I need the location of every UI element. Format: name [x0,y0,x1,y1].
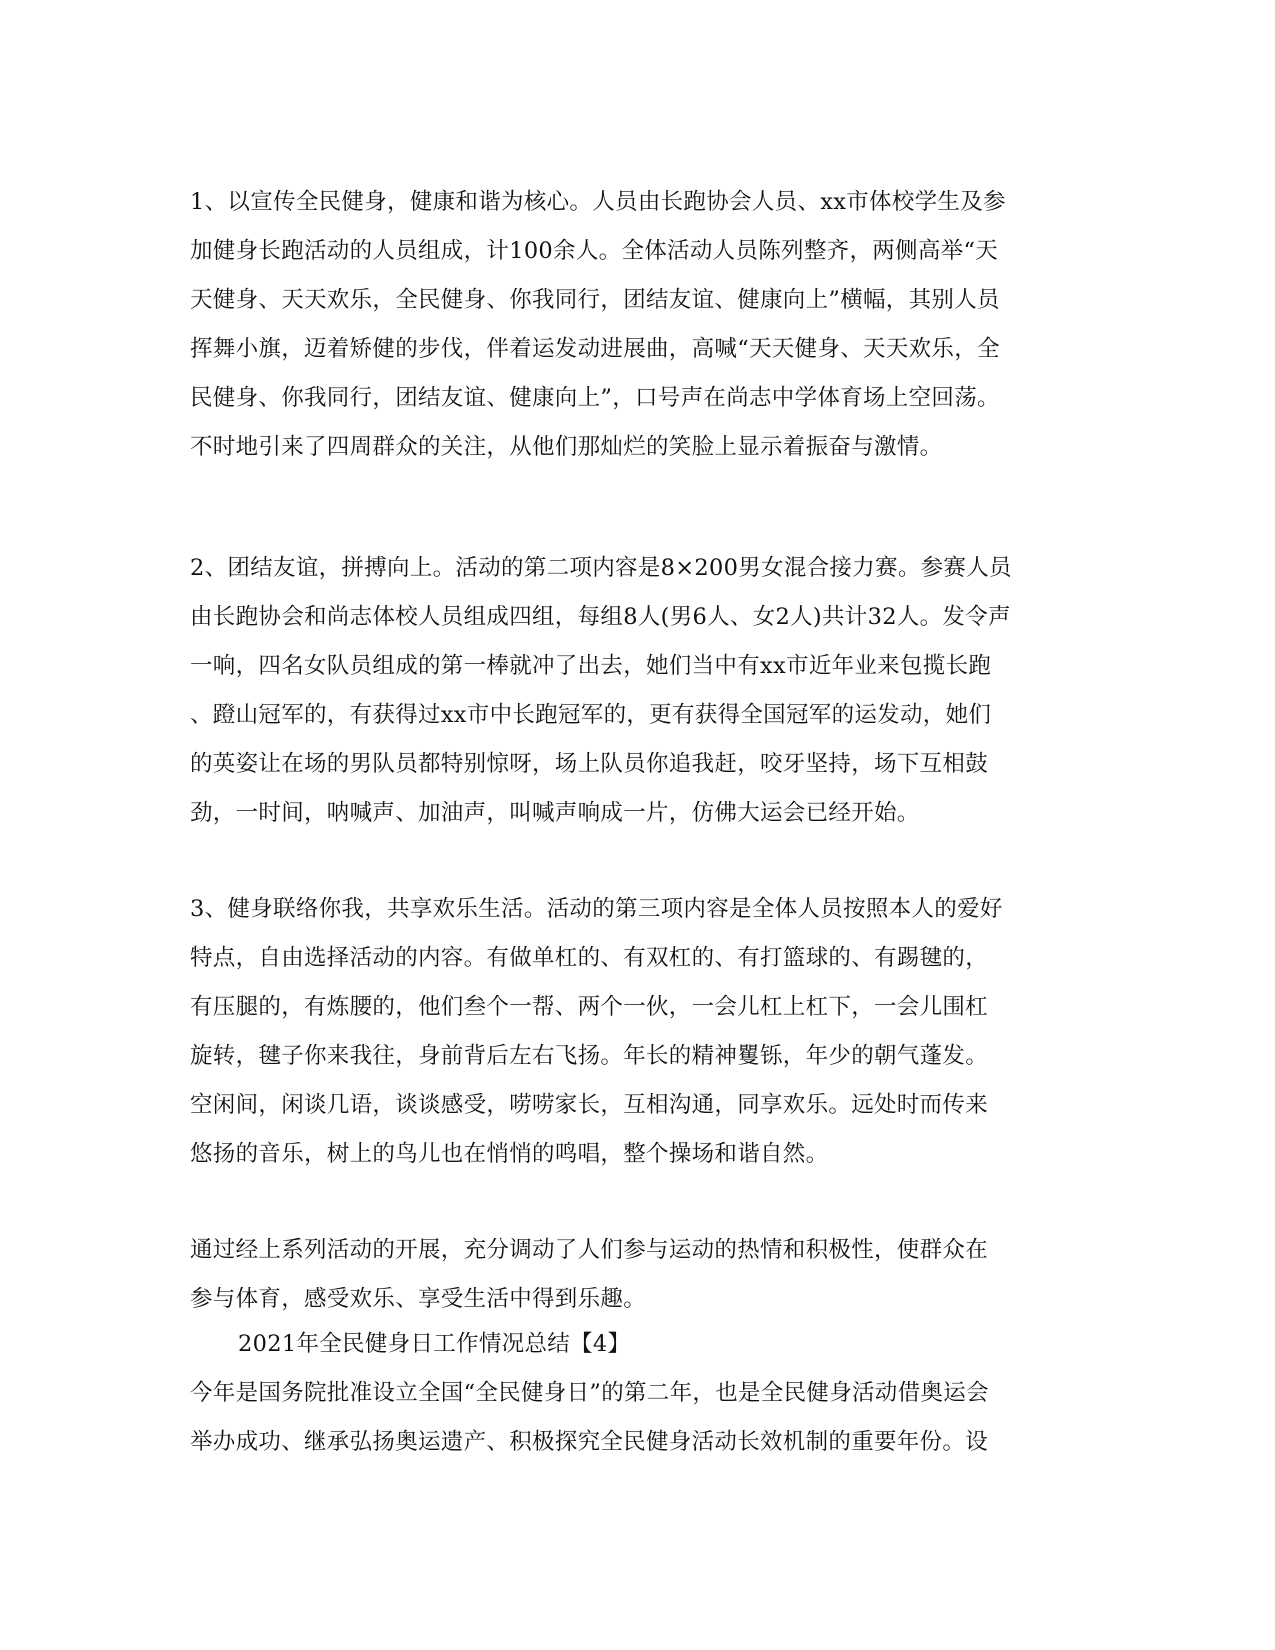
paragraph-line: 特点，自由选择活动的内容。有做单杠的、有双杠的、有打篮球的、有踢毽的， [190,945,989,971]
paragraph-line: 3、健身联络你我，共享欢乐生活。活动的第三项内容是全体人员按照本人的爱好 [190,896,1003,922]
paragraph-1 [190,178,1090,472]
paragraph-line: 由长跑协会和尚志体校人员组成四组，每组8人(男6人、女2人)共计32人。发令声 [190,604,1011,630]
paragraph-line: 的英姿让在场的男队员都特别惊呀，场上队员你追我赶，咬牙坚持，场下互相鼓 [190,751,989,777]
paragraph-line: 、蹬山冠军的，有获得过xx市中长跑冠军的，更有获得全国冠军的运发动，她们 [190,702,992,728]
paragraph-line: 天健身、天天欢乐，全民健身、你我同行，团结友谊、健康向上”横幅，其别人员 [190,287,1000,313]
paragraph-line: 劲，一时间，呐喊声、加油声，叫喊声响成一片，仿佛大运会已经开始。 [190,800,920,826]
paragraph-4 [190,1226,1090,1324]
paragraph-line: 今年是国务院批准设立全国“全民健身日”的第二年，也是全民健身活动借奥运会 [190,1380,989,1406]
paragraph-line: 举办成功、继承弘扬奥运遗产、积极探究全民健身活动长效机制的重要年份。设 [190,1429,989,1455]
paragraph-line: 悠扬的音乐，树上的鸟儿也在悄悄的鸣唱，整个操场和谐自然。 [190,1141,829,1167]
paragraph-line: 参与体育，感受欢乐、享受生活中得到乐趣。 [190,1286,647,1312]
section-heading-text: 2021年全民健身日工作情况总结【4】 [238,1331,631,1357]
paragraph-line: 不时地引来了四周群众的关注，从他们那灿烂的笑脸上显示着振奋与激情。 [190,434,943,460]
section-heading [238,1320,1138,1369]
paragraph-line: 空闲间，闲谈几语，谈谈感受，唠唠家长，互相沟通，同享欢乐。远处时而传来 [190,1092,989,1118]
paragraph-line: 通过经上系列活动的开展，充分调动了人们参与运动的热情和积极性，使群众在 [190,1237,989,1263]
paragraph-line: 旋转，毽子你来我往，身前背后左右飞扬。年长的精神矍铄，年少的朝气蓬发。 [190,1043,989,1069]
paragraph-3 [190,885,1090,1179]
paragraph-2 [190,544,1090,838]
paragraph-line: 一响，四名女队员组成的第一棒就冲了出去，她们当中有xx市近年业来包揽长跑 [190,653,992,679]
paragraph-5 [190,1369,1090,1467]
paragraph-line: 有压腿的，有炼腰的，他们叁个一帮、两个一伙，一会儿杠上杠下，一会儿围杠 [190,994,989,1020]
paragraph-line: 挥舞小旗，迈着矫健的步伐，伴着运发动进展曲，高喊“天天健身、天天欢乐，全 [190,336,1000,362]
paragraph-line: 1、以宣传全民健身，健康和谐为核心。人员由长跑协会人员、xx市体校学生及参 [190,189,1006,215]
paragraph-line: 2、团结友谊，拼搏向上。活动的第二项内容是8×200男女混合接力赛。参赛人员 [190,555,1012,581]
paragraph-line: 加健身长跑活动的人员组成，计100余人。全体活动人员陈列整齐，两侧高举“天 [190,238,999,264]
paragraph-line: 民健身、你我同行，团结友谊、健康向上”，口号声在尚志中学体育场上空回荡。 [190,385,1000,411]
